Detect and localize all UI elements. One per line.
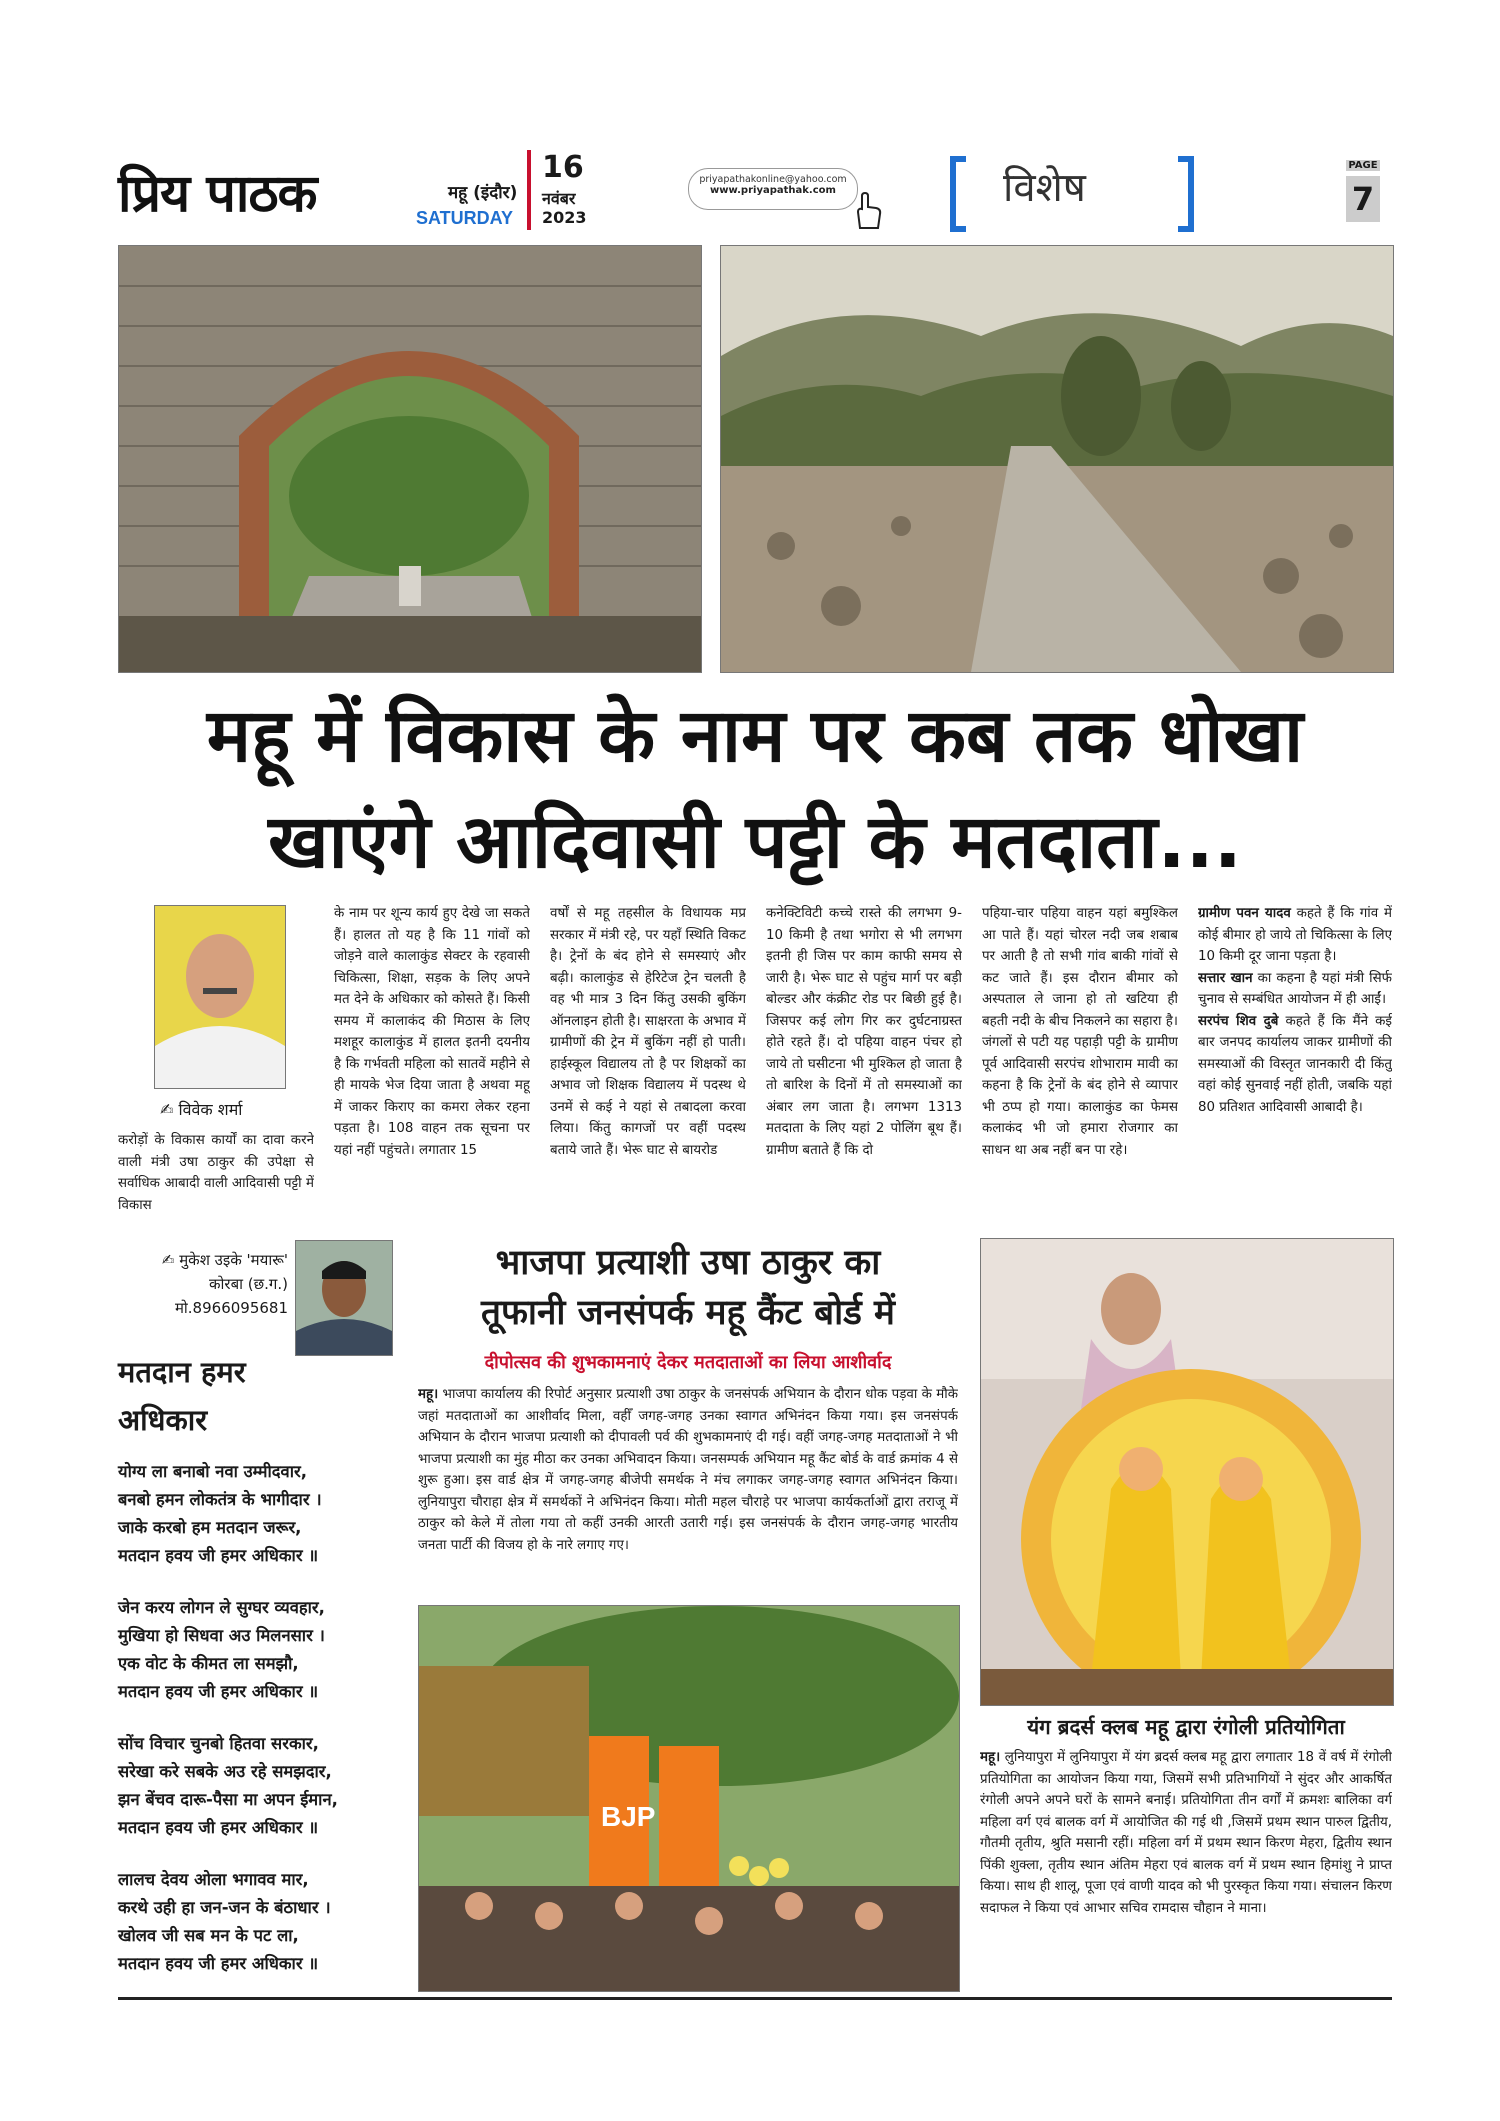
lead-col-6: [1198, 903, 1392, 1233]
lead-col-4: कनेक्टिविटी कच्चे रास्ते की लगभग 9-10 किमी है तथा भगोरा से भी लगभग इतनी ही जिस पर काम काफी समय से जारी है। भेरू घाट से पहुंच मार्ग पर बड़ी बोल्डर और कंक्रीट रोड पर बिछी हुई है। जिसपर कई लोग गिर कर दुर्घटनाग्रस्त होते रहते हैं। दो पहिया वाहन पंचर हो जाये तो घसीटना भी मुश्किल हो जाता है तो बारिश के दिनों में तो समस्याओं का अंबार लग जाता है। लगभग 1313 मतदाता के लिए यहां 2 पोलिंग बूथ हैं। ग्रामीण बताते हैं कि दो: [766, 906, 962, 1158]
poem-line: मतदान हवय जी हमर अधिकार ॥: [118, 1954, 319, 1973]
poem-line: जाके करबो हम मतदान जरूर,: [118, 1518, 302, 1537]
masthead: [118, 150, 1388, 240]
logo: प्रिय पाठक: [118, 163, 317, 224]
poem-line: करथे उही हा जन-जन के बंठाधार ।: [118, 1898, 331, 1917]
poem-line: खोलव जी सब मन के पट ला,: [118, 1926, 299, 1945]
poem-line: मतदान हवय जी हमर अधिकार ॥: [118, 1818, 319, 1837]
lead-headline-line-1: महू में विकास के नाम पर कब तक धोखा: [206, 693, 1304, 779]
bottom-rule: [118, 1997, 1392, 2000]
poem-author-block: [118, 1248, 288, 1320]
date-divider: [527, 150, 531, 230]
rangoli-dateline: महू।: [980, 1750, 1001, 1765]
poem-line: सरेखा करे सबके अउ रहे समझदार,: [118, 1762, 332, 1781]
section-title: विशेष: [1003, 165, 1086, 211]
rangoli-body: [980, 1747, 1392, 1983]
contact-box: [688, 168, 858, 210]
lead-col-1: करोड़ों के विकास कार्यों का दावा करने वाली मंत्री उषा ठाकुर की उपेक्षा से सर्वाधिक आबादी वाली आदिवासी पट्टी में विकास: [118, 1133, 314, 1213]
year: 2023: [542, 208, 587, 227]
email[interactable]: priyapathakonline@yahoo.com: [699, 174, 847, 185]
bjp-body: [418, 1384, 958, 1594]
day-number: 16: [542, 150, 584, 185]
author-photo-vivek: [154, 905, 286, 1089]
bjp-headline-line-2: तूफानी जनसंपर्क महू कैंट बोर्ड में: [481, 1293, 895, 1333]
bjp-dateline: महू।: [418, 1387, 439, 1402]
poem-line: झन बेंचव दारू-पैसा मा अपन ईमान,: [118, 1790, 338, 1809]
weekday: SATURDAY: [416, 208, 514, 228]
poem-title-line-1: मतदान हमर: [118, 1355, 246, 1389]
poet-photo: [295, 1240, 393, 1356]
poem-line: लालच देवय ओला भगावव मार,: [118, 1870, 309, 1889]
quote-name-sattar: सत्तार खान: [1198, 970, 1253, 986]
section-bracket-right: [1178, 156, 1194, 232]
rangoli-headline: यंग ब्रदर्स क्लब महू द्वारा रंगोली प्रतियोगिता: [1027, 1715, 1345, 1739]
lead-headline-line-2: खाएंगे आदिवासी पट्टी के मतदाता...: [268, 799, 1242, 885]
lead-col-2: के नाम पर शून्य कार्य हुए देखे जा सकते हैं। हालत तो यह है कि 11 गांवों को जोड़ने वाले कालाकुंड सेक्टर के रहवासी चिकित्सा, शिक्षा, सड़क के लिए अपने मत देने के अधिकार को कोसते हैं। किसी समय में कालाकंद की मिठास के लिए मशहूर कालाकुंड में हालत इतनी दयनीय है कि गर्भवती महिला को सातवें महीने से ही मायके भेज दिया जाता है अथवा महू में जाकर किराए का कमरा लेकर रहना पड़ता है। 108 वाहन तक सूचना पर यहां नहीं पहुंचते। लगातार 15: [334, 906, 530, 1158]
bjp-text: भाजपा कार्यालय की रिपोर्ट अनुसार प्रत्याशी उषा ठाकुर के जनसंपर्क अभियान के दौरान धोक पड़वा के मौके जहां मतदाताओं का आशीर्वाद मिला, वहीँ जगह-जगह उनका स्वागत अभिनंदन किया गया। इस जनसंपर्क अभियान के दौरान भाजपा प्रत्याशी को दीपावली पर्व की शुभकामनाएं दी गई। वहीं जगह-जगह मतदाताओं ने भी भाजपा प्रत्याशी का मुंह मीठा कर उनका अभिवादन किया। जनसम्पर्क अभियान महू कैंट बोर्ड के वार्ड क्रमांक 4 से शुरू हुआ। इस वार्ड क्षेत्र में जगह-जगह बीजेपी समर्थक ने मंच लगाकर जगह-जगह स्वागत अभिनंदन किया। लुनियापुरा चौराहा क्षेत्र में समर्थकों ने अभिनंदन किया। मोती महल चौराहे पर भाजपा कार्यकर्ताओं द्वारा तराजू में ठाकुर को केले में तोला गया तो कहीं उनकी आरती उतारी गई। इस जनसंपर्क के दौरान जगह-जगह भारतीय जनता पार्टी की विजय हो के नारे लगाए गए।: [418, 1387, 958, 1553]
quote-name-pawan: ग्रामीण पवन यादव: [1198, 906, 1291, 921]
poem-author: मुकेश उइके 'मयारू': [179, 1251, 288, 1269]
quote-pawan: कहते हैं कि गांव में कोई बीमार हो जाये तो चिकित्सा के लिए 10 किमी दूर जाना पड़ता है।: [1198, 906, 1392, 964]
author-name: विवेक शर्मा: [178, 1100, 243, 1119]
poem-line: सोंच विचार चुनबो हितवा सरकार,: [118, 1734, 319, 1753]
page-number: 7: [1346, 176, 1380, 222]
author-byline-vivek: [160, 1098, 242, 1120]
poem-line: जेन करय लोगन ले सुग्घर व्यवहार,: [118, 1598, 325, 1617]
road-photo: [720, 245, 1394, 673]
poem-place: कोरबा (छ.ग.): [209, 1275, 288, 1293]
bridge-photo: [118, 245, 702, 673]
poem-line: एक वोट के कीमत ला समझौ,: [118, 1654, 299, 1673]
lead-col-5: पहिया-चार पहिया वाहन यहां बमुश्किल आ पाते हैं। यहां चोरल नदी जब शबाब पर आती है तो सभी गांव बाकी गांवों से कट जाते हैं। इस दौरान बीमार को अस्पताल ले जाना हो तो खटिया ही बहती नदी के बीच निकलने का सहारा है। जंगलों से पटी यह पहाड़ी पट्टी के ग्रामीण पूर्व आदिवासी सरपंच शोभाराम मावी का कहना है कि ट्रेनों के बंद होने से व्यापार भी ठप्प हो गया। कालाकुंड का फेमस कलाकंद भी जो हमारा रोजगार का साधन था अब नहीं बन पा रहे।: [982, 906, 1178, 1158]
poem-stanza-4: [118, 1866, 408, 1978]
hand-cursor-icon: [850, 192, 884, 234]
bjp-rally-photo: [418, 1605, 960, 1992]
poem-phone: मो.8966095681: [174, 1299, 288, 1317]
quote-name-shiv: सरपंच शिव दुबे: [1198, 1013, 1279, 1029]
poem-line: बनबो हमन लोकतंत्र के भागीदार ।: [118, 1490, 322, 1509]
pen-icon: ✍: [160, 1100, 174, 1119]
poem-title-line-2: अधिकार: [118, 1403, 208, 1437]
bjp-headline-line-1: भाजपा प्रत्याशी उषा ठाकुर का: [495, 1243, 881, 1283]
poem-stanza-2: [118, 1594, 408, 1706]
poem-line: योग्य ला बनाबो नवा उम्मीदवार,: [118, 1462, 307, 1481]
pen-icon: ✍: [161, 1251, 175, 1269]
website[interactable]: www.priyapathak.com: [710, 185, 836, 196]
lead-col-3: वर्षों से महू तहसील के विधायक मप्र सरकार में मंत्री रहे, पर यहाँ स्थिति विकट है। ट्रेनों के बंद होने से समस्याएं और बढ़ी। कालाकुंड से हेरिटेज ट्रेन चलती है वह भी मात्र 3 दिन किंतु उसकी बुकिंग ऑनलाइन होती है। साक्षरता के अभाव में ग्रामीणों की ट्रेन में बुकिंग नहीं हो पाती। हाईस्कूल विद्यालय तो है पर शिक्षकों का अभाव जो शिक्षक विद्यालय में पदस्थ थे उनमें से कई ने यहां से तबादला करवा लिया। किंतु कागजों पर वहीं पदस्थ बताये जाते हैं। भेरू घाट से बायरोड: [550, 906, 746, 1158]
poem-stanza-3: [118, 1730, 408, 1842]
quote-shiv: कहते हैं कि मैंने कई बार जनपद कार्यालय जाकर ग्रामीणों की समस्याओं की विस्तृत जानकारी दी किंतु वहां कोई सुनवाई नहीं होती, जबकि यहां 80 प्रतिशत आदिवासी आबादी है।: [1198, 1013, 1392, 1115]
poem-body: [118, 1458, 408, 2002]
quote-sattar: का कहना है यहां मंत्री सिर्फ चुनाव से सम्बंधित आयोजन में ही आईं।: [1198, 970, 1392, 1007]
rangoli-text: लुनियापुरा में लुनियापुरा में यंग ब्रदर्स क्लब महू द्वारा लगातार 18 वें वर्ष में रंगोली प्रतियोगिता का आयोजन किया गया, जिसमें सभी प्रतिभागियों ने सुंदर और आकर्षित रंगोली अपने अपने घरों के सामने बनाई। प्रतियोगिता तीन वर्गों में क्रमशः बालिका वर्ग महिला वर्ग एवं बालक वर्ग में आयोजित की गई थी ,जिसमें प्रथम स्थान पारुल द्वितीय, गौतमी तृतीय, श्रुति मसानी रहीं। महिला वर्ग में प्रथम स्थान किरण मेहरा, द्वितीय स्थान पिंकी शुक्ला, तृतीय स्थान अंतिम मेहरा एवं बालक वर्ग में प्रथम स्थान हिमांशु ने प्राप्त किया। साथ ही शालू, पूजा एवं वाणी यादव को भी पुरस्कृत किया गया। संचालन किरण सदाफल ने किया एवं आभार सचिव रामदास चौहान ने माना।: [980, 1750, 1392, 1916]
bjp-subhead: दीपोत्सव की शुभकामनाएं देकर मतदाताओं का लिया आशीर्वाद: [484, 1352, 892, 1373]
rangoli-photo: [980, 1238, 1394, 1706]
page-label: PAGE: [1346, 160, 1380, 171]
section-bracket-left: [950, 156, 966, 232]
bjp-banner-text: BJP: [601, 1801, 656, 1832]
poem-line: मुखिया हो सिधवा अउ मिलनसार ।: [118, 1626, 325, 1645]
poem-stanza-1: [118, 1458, 408, 1570]
poem-line: मतदान हवय जी हमर अधिकार ॥: [118, 1682, 319, 1701]
month: नवंबर: [542, 189, 576, 208]
dateline-place: महू (इंदौर): [448, 183, 518, 203]
poem-line: मतदान हवय जी हमर अधिकार ॥: [118, 1546, 319, 1565]
